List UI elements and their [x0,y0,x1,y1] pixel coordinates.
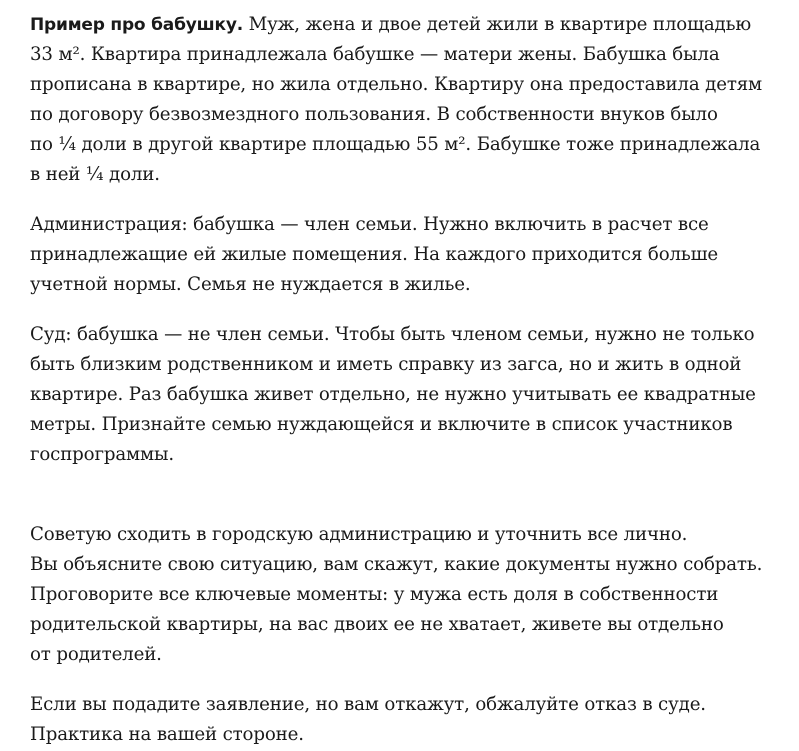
administration-paragraph [30,210,780,300]
court-paragraph [30,320,780,470]
paragraph-line: госпрограммы. [30,444,174,465]
paragraph-line: квартире. Раз бабушка живет отдельно, не нужно учитывать ее квадратные [30,384,756,405]
example-line-1-text: Муж, жена и двое детей жили в квартире площадью [242,14,752,35]
paragraph-line: учетной нормы. Семья не нуждается в жилье. [30,274,471,295]
paragraph-line: в ней ¼ доли. [30,164,160,185]
paragraph-line: Вы объясните свою ситуацию, вам скажут, какие документы нужно собрать. [30,554,763,575]
paragraph-line: Администрация: бабушка — член семьи. Нужно включить в расчет все [30,214,709,235]
paragraph-line: метры. Признайте семью нуждающейся и включите в список участников [30,414,733,435]
paragraph-line: быть близким родственником и иметь справку из загса, но и жить в одной [30,354,742,375]
conclusion-paragraph [30,690,780,750]
example-lead: Пример про бабушку. [30,15,243,35]
paragraph-line: родительской квартиры, на вас двоих ее не хватает, живете вы отдельно [30,614,724,635]
paragraph-line: Практика на вашей стороне. [30,724,304,745]
paragraph-line: принадлежащие ей жилые помещения. На каждого приходится больше [30,244,719,265]
paragraph-line: по договору безвозмездного пользования. В собственности внуков было [30,104,718,125]
paragraph-line: по ¼ доли в другой квартире площадью 55 м². Бабушке тоже принадлежала [30,134,761,155]
advice-paragraph [30,520,780,670]
paragraph-line: Суд: бабушка — не член семьи. Чтобы быть членом семьи, нужно не только [30,324,755,345]
paragraph-line: Советую сходить в городскую администрацию и уточнить все лично. [30,524,688,545]
paragraph-line [30,10,780,40]
paragraph-line: прописана в квартире, но жила отдельно. Квартиру она предоставила детям [30,74,763,95]
paragraph-line: 33 м². Квартира принадлежала бабушке — матери жены. Бабушка была [30,44,720,65]
paragraph-line: Если вы подадите заявление, но вам откажут, обжалуйте отказ в суде. [30,694,706,715]
example-paragraph [30,10,780,190]
article-body [30,10,780,750]
paragraph-line: от родителей. [30,644,162,665]
paragraph-line: Проговорите все ключевые моменты: у мужа есть доля в собственности [30,584,719,605]
